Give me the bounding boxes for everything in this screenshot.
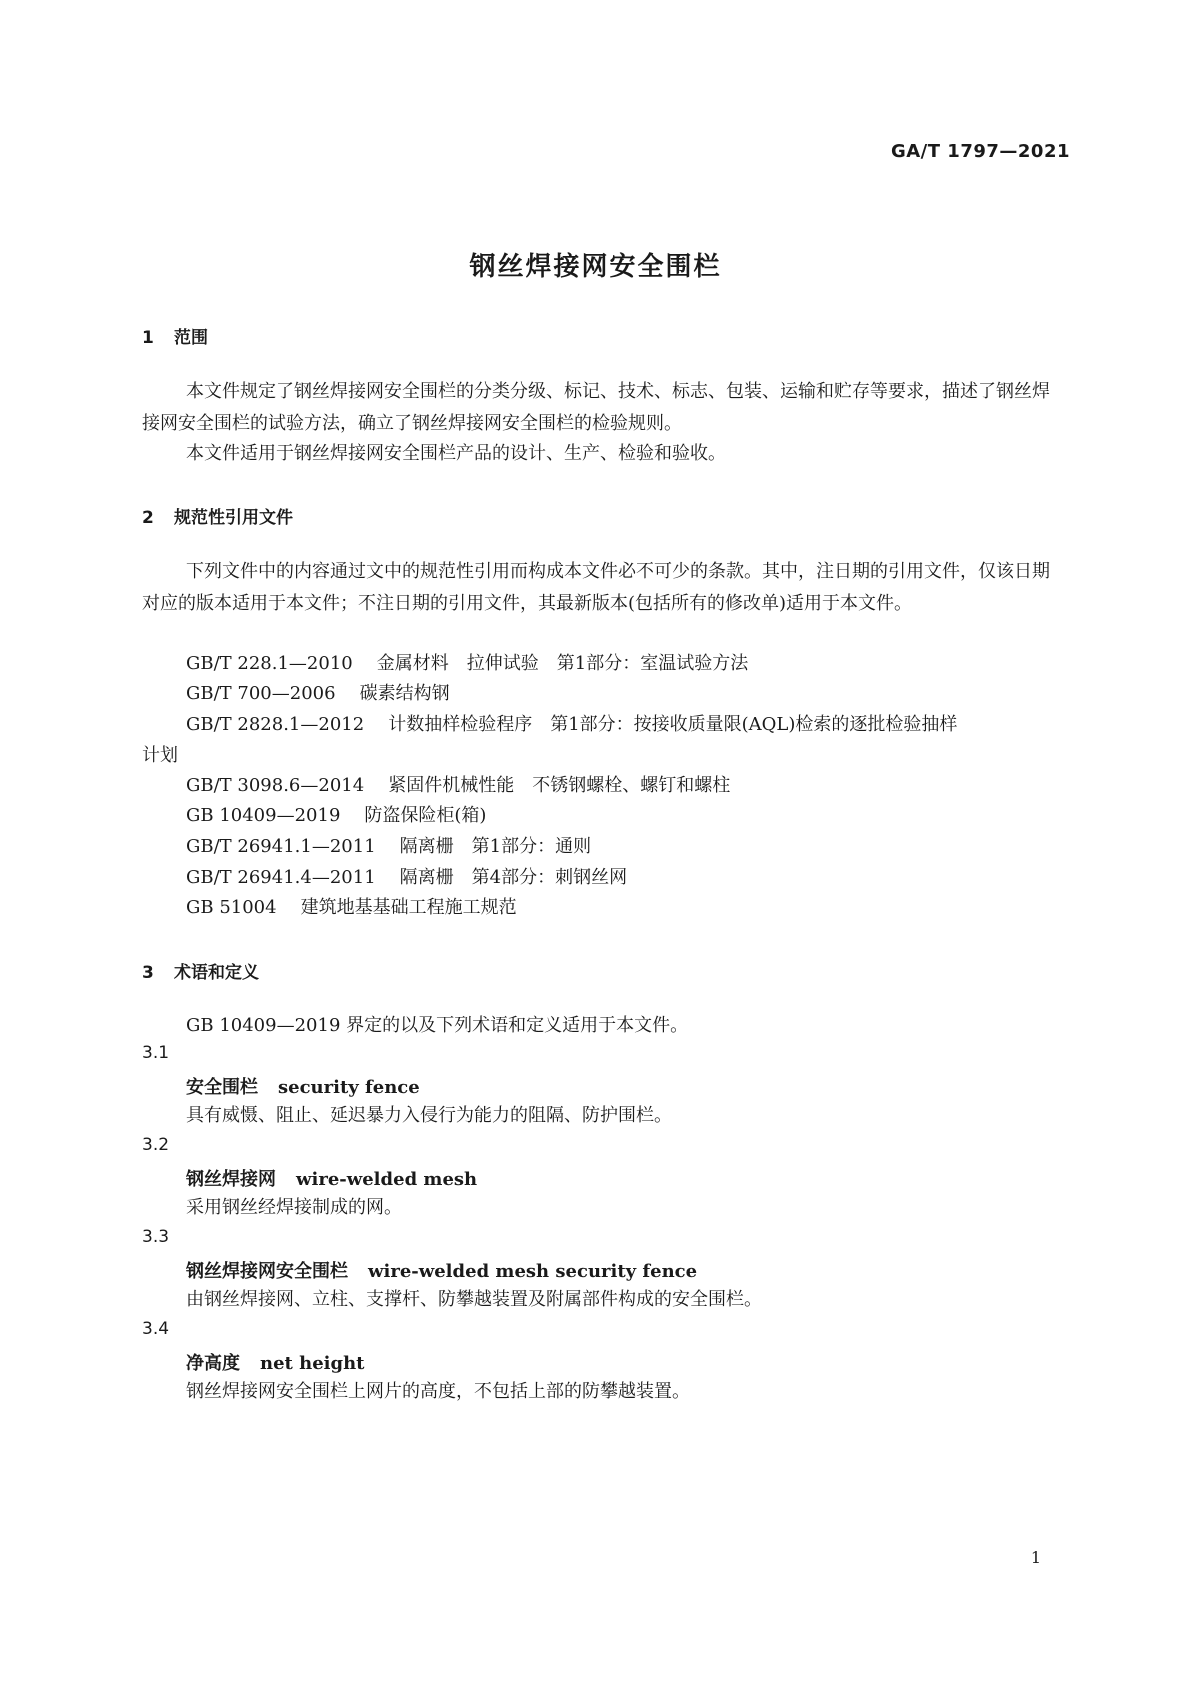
term-number: 3.2: [142, 1135, 170, 1155]
section-number: 3: [142, 963, 154, 983]
term-number: 3.4: [142, 1319, 170, 1339]
reference-code: GB 10409—2019: [186, 805, 341, 826]
reference-item: [186, 831, 591, 863]
reference-name: 紧固件机械性能 不锈钢螺栓、螺钉和螺柱: [388, 775, 731, 796]
term-en: net height: [260, 1353, 365, 1374]
term-definition: 具有威慑、阻止、延迟暴力入侵行为能力的阻隔、防护围栏。: [186, 1105, 672, 1126]
section-title: 术语和定义: [174, 963, 259, 983]
section-number: 2: [142, 508, 154, 528]
reference-name-continuation: 计划: [142, 745, 178, 766]
section-title: 范围: [174, 328, 208, 348]
term-definition: 钢丝焊接网安全围栏上网片的高度，不包括上部的防攀越装置。: [186, 1381, 690, 1402]
reference-name: 隔离栅 第1部分：通则: [399, 836, 592, 857]
term-heading: [186, 1073, 420, 1099]
reference-code: GB/T 3098.6—2014: [186, 775, 365, 796]
term-zh: 净高度: [186, 1353, 240, 1374]
reference-code: GB 51004: [186, 897, 277, 918]
reference-name: 建筑地基基础工程施工规范: [300, 897, 517, 918]
reference-name: 碳素结构钢: [359, 683, 450, 704]
reference-item: [186, 862, 627, 894]
reference-item: [186, 800, 486, 832]
reference-item: [186, 709, 957, 741]
section-3-intro: GB 10409—2019 界定的以及下列术语和定义适用于本文件。: [186, 1015, 689, 1036]
term-definition: 由钢丝焊接网、立柱、支撑杆、防攀越装置及附属部件构成的安全围栏。: [186, 1289, 762, 1310]
reference-item: [186, 892, 517, 924]
paragraph-text: 本文件规定了钢丝焊接网安全围栏的分类分级、标记、技术、标志、包装、运输和贮存等要求，描述了钢丝焊接网安全围栏的试验方法，确立了钢丝焊接网安全围栏的检验规则。: [142, 381, 1050, 434]
page-number: 1: [1030, 1548, 1041, 1567]
section-1-heading: [142, 323, 208, 348]
reference-name: 隔离栅 第4部分：刺钢丝网: [399, 867, 628, 888]
term-definition: 采用钢丝经焊接制成的网。: [186, 1197, 402, 1218]
section-2-heading: [142, 503, 293, 528]
term-heading: [186, 1165, 477, 1191]
reference-item: [186, 678, 450, 710]
section-1-para-2: 本文件适用于钢丝焊接网安全围栏产品的设计、生产、检验和验收。: [186, 443, 726, 464]
reference-name: 防盗保险柜(箱): [364, 805, 487, 826]
section-3-heading: [142, 958, 259, 983]
term-number: 3.1: [142, 1043, 170, 1063]
term-en: wire-welded mesh: [296, 1169, 478, 1190]
document-title: 钢丝焊接网安全围栏: [469, 252, 722, 282]
paragraph-text: 下列文件中的内容通过文中的规范性引用而构成本文件必不可少的条款。其中，注日期的引用文件，仅该日期对应的版本适用于本文件；不注日期的引用文件，其最新版本(包括所有的修改单)适用于本文件。: [142, 561, 1050, 614]
term-zh: 安全围栏: [186, 1077, 258, 1098]
section-number: 1: [142, 328, 154, 348]
reference-code: GB/T 2828.1—2012: [186, 714, 365, 735]
term-number: 3.3: [142, 1227, 170, 1247]
reference-code: GB/T 26941.4—2011: [186, 867, 376, 888]
reference-name: 计数抽样检验程序 第1部分：按接收质量限(AQL)检索的逐批检验抽样: [388, 714, 958, 735]
reference-item: [186, 770, 730, 802]
term-en: security fence: [278, 1077, 420, 1098]
section-2-intro: [142, 556, 1062, 620]
reference-item: [186, 648, 748, 680]
term-zh: 钢丝焊接网安全围栏: [186, 1261, 348, 1282]
term-heading: [186, 1257, 697, 1283]
term-en: wire-welded mesh security fence: [368, 1261, 698, 1282]
section-title: 规范性引用文件: [174, 508, 293, 528]
reference-code: GB/T 228.1—2010: [186, 653, 353, 674]
reference-name: 金属材料 拉伸试验 第1部分：室温试验方法: [376, 653, 749, 674]
reference-code: GB/T 26941.1—2011: [186, 836, 376, 857]
section-1-para-1: [142, 376, 1062, 440]
term-heading: [186, 1349, 364, 1375]
term-zh: 钢丝焊接网: [186, 1169, 276, 1190]
standard-code: GA/T 1797—2021: [890, 141, 1070, 162]
reference-code: GB/T 700—2006: [186, 683, 336, 704]
